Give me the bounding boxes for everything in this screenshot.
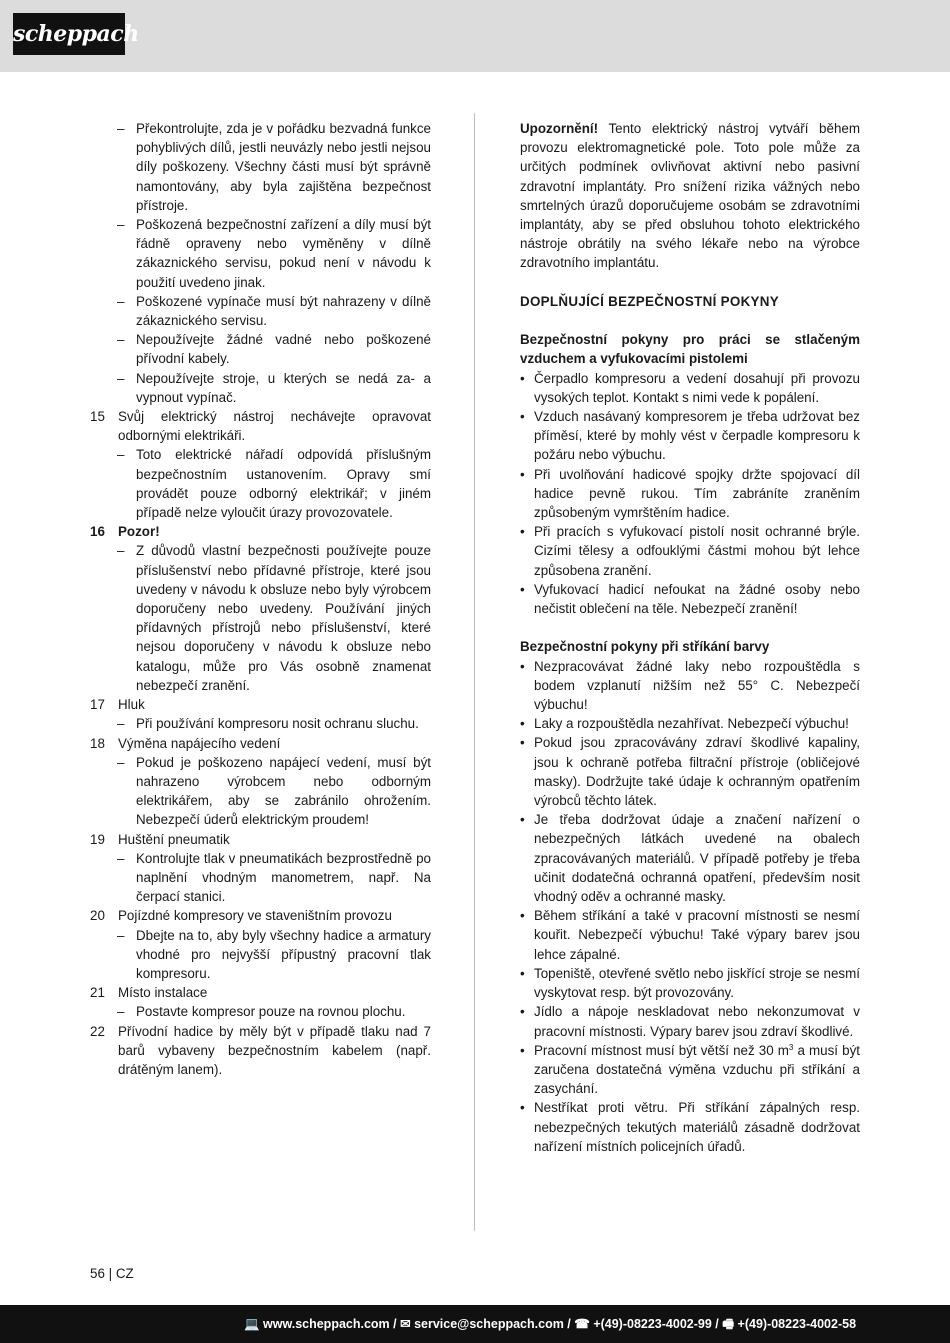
phone-icon: ☎ — [574, 1317, 590, 1331]
list-item: • Jídlo a nápoje neskladovat nebo nekonzumovat v pracovní místnosti. Výpary barev jsou zdraví škodlivé. — [520, 1002, 860, 1040]
list-item: • Při uvolňování hadicové spojky držte spojovací díl hadice pevně rukou. Tím zabráníte zraněním způsobeným vymrštěním hadice. — [520, 465, 860, 523]
dash-item: – Nepoužívejte žádné vadné nebo poškozené přívodní kabely. — [90, 330, 431, 368]
item-number: 18 — [90, 735, 105, 751]
item-text: Pojízdné kompresory ve staveništním provozu — [118, 908, 392, 924]
numbered-item — [90, 522, 431, 541]
dash-item: – Poškozené vypínače musí být nahrazeny v dílně zákaznického servisu. — [90, 292, 431, 330]
dash-item: – Při používání kompresoru nosit ochranu sluchu. — [90, 714, 431, 733]
item-text: Huštění pneumatik — [118, 831, 230, 847]
numbered-item — [90, 983, 431, 1002]
item-number: 19 — [90, 831, 105, 847]
fax-icon: 🖷 — [722, 1317, 735, 1331]
brand-logo: scheppach — [13, 13, 125, 55]
item-number: 22 — [90, 1023, 105, 1039]
item-number: 17 — [90, 697, 105, 713]
list-item: • Vyfukovací hadicí nefoukat na žádné osoby nebo nečistit oblečení na těle. Nebezpečí zranění! — [520, 580, 860, 618]
warning-label: Upozornění! — [520, 121, 599, 136]
item-number: 20 — [90, 908, 105, 924]
dash-item: – Nepoužívejte stroje, u kterých se nedá za- a vypnout vypínač. — [90, 369, 431, 407]
dash-item: – Překontrolujte, zda je v pořádku bezvadná funkce pohyblivých dílů, jestli neuvázly nebo jestli nejsou díly poškozeny. Všechny části musí být správně namontovány, aby byla zajištěna bezpečnost přístroje. — [90, 119, 431, 215]
list-item: • Pokud jsou zpracovávány zdraví škodlivé kapaliny, jsou k ochraně potřeba filtrační přístroje (obličejové masky). Dodržujte také údaje k ochranným opatřením výrobců těchto látek. — [520, 733, 860, 810]
list-item: • Vzduch nasávaný kompresorem je třeba udržovat bez příměsí, které by mohly vést v čerpadle kompresoru k požáru nebo výbuchu. — [520, 407, 860, 465]
footer-fax: +(49)-08223-4002-58 — [737, 1317, 857, 1331]
list-item: • Je třeba dodržovat údaje a značení nařízení o nebezpečných látkách uvedené na obalech zpracovávaných materiálů. V případě potřeby je třeba učinit dodatečná ochranná opatření, především nosit vhodný oděv a ochranné masky. — [520, 810, 860, 906]
item-text: Pozor! — [118, 524, 160, 540]
item-text: Svůj elektrický nástroj nechávejte opravovat odbornými elektrikáři. — [118, 409, 431, 444]
footer-web[interactable]: www.scheppach.com — [263, 1317, 390, 1331]
footer-bar: 💻 www.scheppach.com / ✉ service@scheppach.com / ☎ +(49)-08223-4002-99 / 🖷 +(49)-08223-4002-58 — [0, 1305, 950, 1343]
item-text: Místo instalace — [118, 985, 208, 1001]
list-item: • Při pracích s vyfukovací pistolí nosit ochranné brýle. Cizími tělesy a odfouklými částmi mohou být lehce způsobena zranění. — [520, 522, 860, 580]
footer-mail[interactable]: service@scheppach.com — [414, 1317, 564, 1331]
item-text: Výměna napájecího vedení — [118, 735, 281, 751]
list-item: • Topeniště, otevřené světlo nebo jiskřící stroje se nesmí vyskytovat resp. být provozovány. — [520, 964, 860, 1002]
section-title: DOPLŇUJÍCÍ BEZPEČNOSTNÍ POKYNY — [520, 293, 779, 309]
envelope-icon: ✉ — [400, 1317, 411, 1331]
left-column — [90, 119, 431, 1079]
list-item: • Laky a rozpouštědla nezahřívat. Nebezpečí výbuchu! — [520, 714, 860, 733]
right-column — [520, 119, 860, 1156]
item-number: 21 — [90, 985, 105, 1001]
item-text: Hluk — [118, 697, 145, 713]
dash-item: – Pokud je poškozeno napájecí vedení, musí být nahrazeno výrobcem nebo odborným elektrikářem, aby se zabránilo ohrožením. Nebezpečí úderů elektrickým proudem! — [90, 753, 431, 830]
numbered-item — [90, 1022, 431, 1080]
dash-item: – Postavte kompresor pouze na rovnou plochu. — [90, 1002, 431, 1021]
item-number: 15 — [90, 409, 105, 425]
list-item: • Čerpadlo kompresoru a vedení dosahují při provozu vysokých teplot. Kontakt s nimi vede k popálení. — [520, 369, 860, 407]
dash-item: – Kontrolujte tlak v pneumatikách bezprostředně po naplnění vhodným manometrem, např. Na čerpací stanici. — [90, 849, 431, 907]
emf-warning — [520, 119, 860, 273]
list-item: • Pracovní místnost musí být větší než 30 $m^3$ a musí být zaručena dostatečná výměna vzduchu při stříkání a zasychání. — [520, 1041, 860, 1099]
numbered-item — [90, 734, 431, 753]
page-number: 56 | CZ — [90, 1266, 134, 1281]
item-text: Přívodní hadice by měly být v případě tlaku nad 7 barů vybaveny bezpečnostním kabelem (např. drátěným lanem). — [118, 1023, 431, 1077]
dash-item: – Dbejte na to, aby byly všechny hadice a armatury vhodné pro nejvyšší přípustný pracovní tlak kompresoru. — [90, 926, 431, 984]
list-item: • Nestříkat proti větru. Při stříkání zápalných resp. nebezpečných tekutých materiálů zásadně dodržovat nařízení místních policejních úřadů. — [520, 1098, 860, 1156]
item-number: 16 — [90, 524, 105, 540]
spray-painting-list — [520, 657, 860, 1041]
list-item: • Nezpracovávat žádné laky nebo rozpouštědla s bodem vzplanutí nižším než 55° C. Nebezpečí výbuchu! — [520, 657, 860, 715]
numbered-item — [90, 906, 431, 925]
subsection-title-spray-painting: Bezpečnostní pokyny při stříkání barvy — [520, 639, 770, 655]
list-item: • Během stříkání a také v pracovní místnosti se nesmí kouřit. Nebezpečí výbuchu! Také výpary barev jsou lehce zápalné. — [520, 906, 860, 964]
footer-phone: +(49)-08223-4002-99 — [593, 1317, 712, 1331]
dash-item: – Z důvodů vlastní bezpečnosti používejte pouze příslušenství nebo přídavné přístroje, které jsou uvedeny v návodu k obsluze nebo byly výrobcem doporučeny nebo uvedeny. Používání jiných přídavných přístrojů nebo příslušenství, které nejsou doporučeny v návodu k obsluze nebo katalogu, může pro Vás osobně znamenat nebezpečí zranění. — [90, 541, 431, 695]
computer-icon: 💻 — [243, 1317, 260, 1331]
dash-item: – Toto elektrické nářadí odpovídá příslušným bezpečnostním ustanovením. Opravy smí provádět pouze odborný elektrikář; v jiném případě nelze vyloučit úrazy provozovatele. — [90, 445, 431, 522]
numbered-item — [90, 407, 431, 445]
numbered-item — [90, 695, 431, 714]
subsection-title-compressed-air: Bezpečnostní pokyny pro práci se stlačeným vzduchem a vyfukovacími pistolemi — [520, 332, 860, 367]
compressed-air-list — [520, 369, 860, 619]
header-band — [0, 0, 950, 72]
column-divider — [474, 113, 475, 1231]
dash-item: – Poškozená bezpečnostní zařízení a díly musí být řádně opraveny nebo vyměněny v dílně zákaznického servisu, pokud není v návodu k použití uvedeno jinak. — [90, 215, 431, 292]
warning-text: Tento elektrický nástroj vytváří během provozu elektromagnetické pole. Toto pole může za určitých podmínek ovlivňovat aktivní nebo pasivní zdravotní implantáty. Pro snížení rizika vážných nebo smrtelných úrazů doporučujeme osobám se zdravotními implantáty, aby se před obsluhou tohoto elektrického nástroje obrátily na svého lékaře nebo na výrobce zdravotního implantátu. — [520, 121, 860, 271]
numbered-item — [90, 830, 431, 849]
